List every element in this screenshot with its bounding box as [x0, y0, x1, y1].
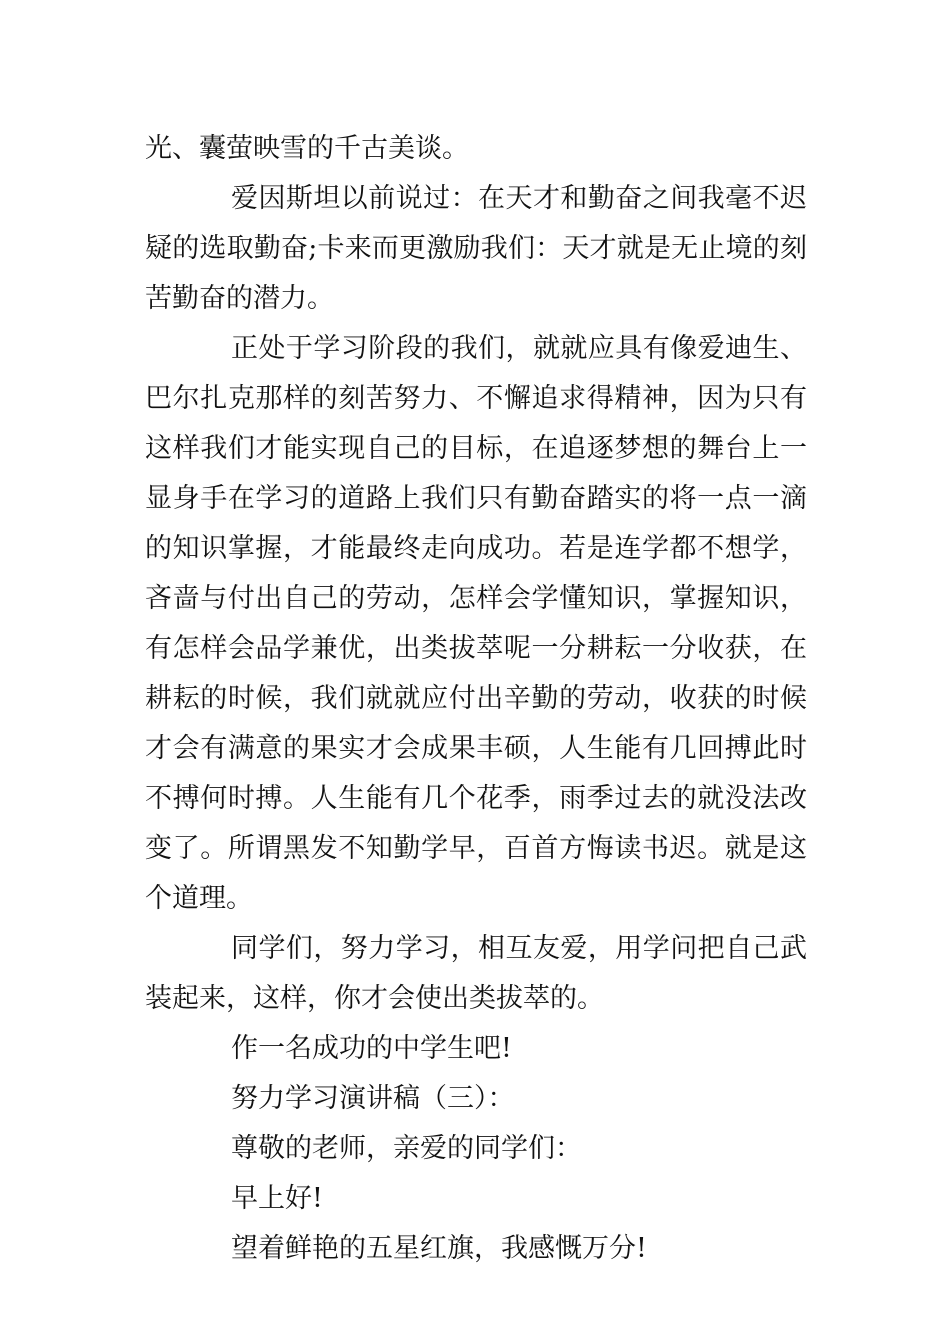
paragraph-3: 正处于学习阶段的我们，就就应具有像爱迪生、巴尔扎克那样的刻苦努力、不懈追求得精神，因为只有这样我们才能实现自己的目标，在追逐梦想的舞台上一显身手在学习的道路上我们只有勤奋踏实的将一点一滴的知识掌握，才能最终走向成功。若是连学都不想学，吝啬与付出自己的劳动，怎样会学懂知识，掌握知识，有怎样会品学兼优，出类拔萃呢一分耕耘一分收获，在耕耘的时候，我们就就应付出辛勤的劳动，收获的时候才会有满意的果实才会成果丰硕，人生能有几回搏此时不搏何时搏。人生能有几个花季，雨季过去的就没法改变了。所谓黑发不知勤学早，百首方悔读书迟。就是这个道理。: [145, 333, 807, 914]
salutation: 尊敬的老师，亲爱的同学们：: [231, 1133, 582, 1164]
document-body: [145, 124, 807, 1274]
speech-title: 努力学习演讲稿（三）：: [231, 1083, 515, 1114]
paragraph-2: 爱因斯坦以前说过：在天才和勤奋之间我毫不迟疑的选取勤奋;卡来而更激励我们：天才就是无止境的刻苦勤奋的潜力。: [145, 183, 807, 314]
paragraph-1: 光、囊萤映雪的千古美谈。: [145, 133, 469, 164]
paragraph-4: 同学们，努力学习，相互友爱，用学问把自己武装起来，这样，你才会使出类拔萃的。: [145, 933, 807, 1014]
paragraph-5: 作一名成功的中学生吧!: [231, 1033, 512, 1064]
greeting: 早上好!: [231, 1183, 323, 1214]
paragraph-9: 望着鲜艳的五星红旗，我感慨万分!: [231, 1233, 647, 1264]
